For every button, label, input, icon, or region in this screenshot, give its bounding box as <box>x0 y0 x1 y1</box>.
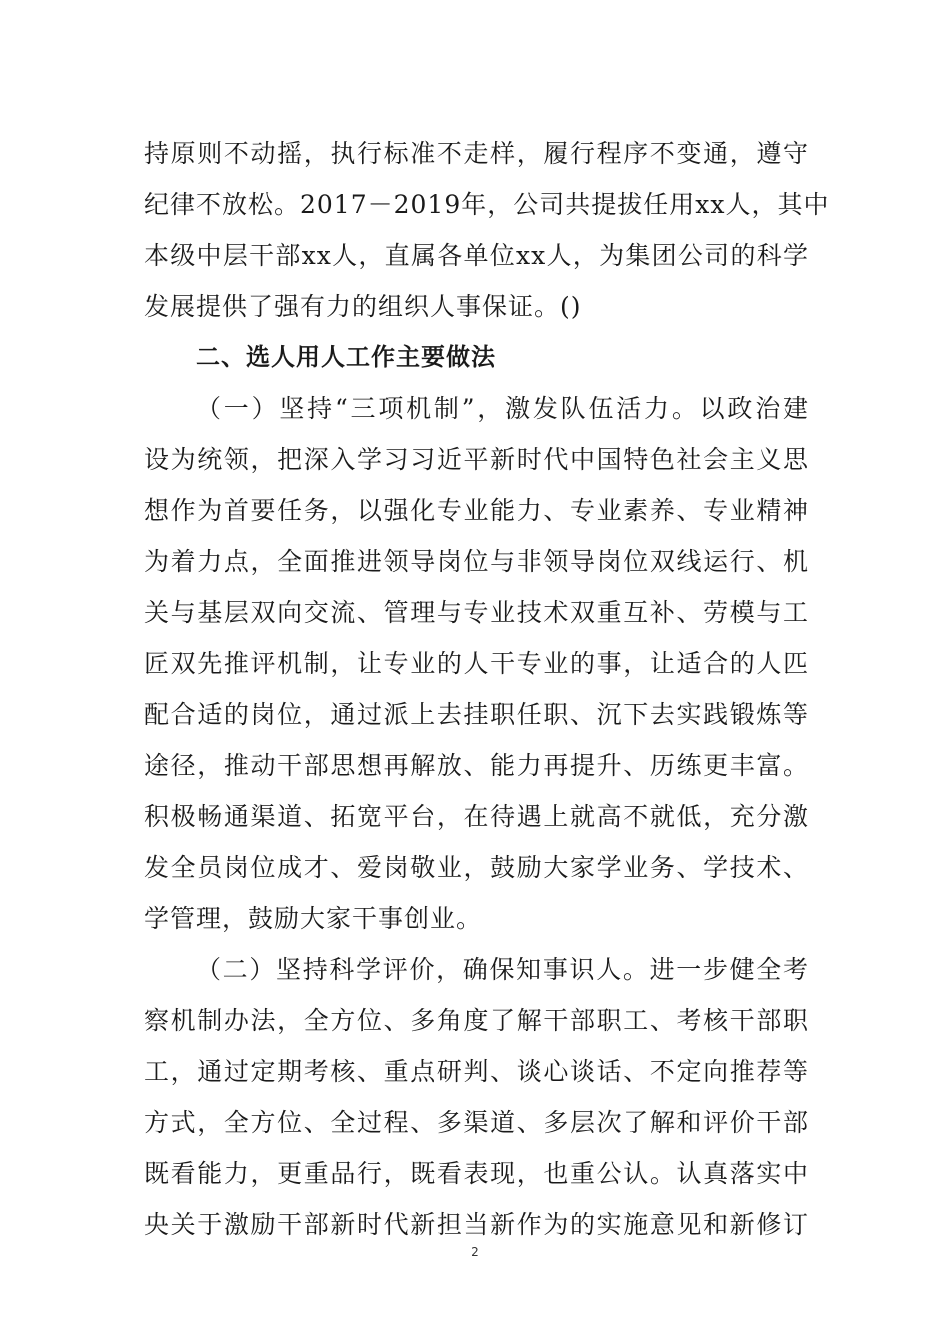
text-line: 发展提供了强有力的组织人事保证。() <box>144 292 582 321</box>
page-number: 2 <box>471 1245 479 1259</box>
text-line: 积极畅通渠道、拓宽平台，在待遇上就高不就低，充分激 <box>144 802 809 831</box>
paragraph-start-line: （一）坚持“三项机制”，激发队伍活力。以政治建 <box>196 394 809 423</box>
text-line: 为着力点，全面推进领导岗位与非领导岗位双线运行、机 <box>144 547 809 576</box>
text-line: 匠双先推评机制，让专业的人干专业的事，让适合的人匹 <box>144 649 809 678</box>
text-line: 既看能力，更重品行，既看表现，也重公认。认真落实中 <box>144 1159 809 1188</box>
text-line: 纪律不放松。2017－2019年，公司共提拔任用xx人，其中 <box>144 190 830 219</box>
section-heading: 二、选人用人工作主要做法 <box>196 343 496 371</box>
text-line: 央关于激励干部新时代新担当新作为的实施意见和新修订 <box>144 1210 809 1239</box>
text-line: 察机制办法，全方位、多角度了解干部职工、考核干部职 <box>144 1006 809 1035</box>
text-line: 学管理，鼓励大家干事创业。 <box>144 904 483 933</box>
text-line: 配合适的岗位，通过派上去挂职任职、沉下去实践锻炼等 <box>144 700 809 729</box>
text-line: 方式，全方位、全过程、多渠道、多层次了解和评价干部 <box>144 1108 809 1137</box>
text-line: 设为统领，把深入学习习近平新时代中国特色社会主义思 <box>144 445 809 474</box>
text-line: 途径，推动干部思想再解放、能力再提升、历练更丰富。 <box>144 751 809 780</box>
text-line: 想作为首要任务，以强化专业能力、专业素养、专业精神 <box>144 496 809 525</box>
text-line: 发全员岗位成才、爱岗敬业，鼓励大家学业务、学技术、 <box>144 853 809 882</box>
paragraph-start-line: （二）坚持科学评价，确保知事识人。进一步健全考 <box>196 955 809 984</box>
text-line: 持原则不动摇，执行标准不走样，履行程序不变通，遵守 <box>144 139 809 168</box>
body-text <box>144 128 830 1250</box>
text-line: 本级中层干部xx人，直属各单位xx人，为集团公司的科学 <box>144 241 809 270</box>
text-line: 关与基层双向交流、管理与专业技术双重互补、劳模与工 <box>144 598 809 627</box>
text-line: 工，通过定期考核、重点研判、谈心谈话、不定向推荐等 <box>144 1057 809 1086</box>
